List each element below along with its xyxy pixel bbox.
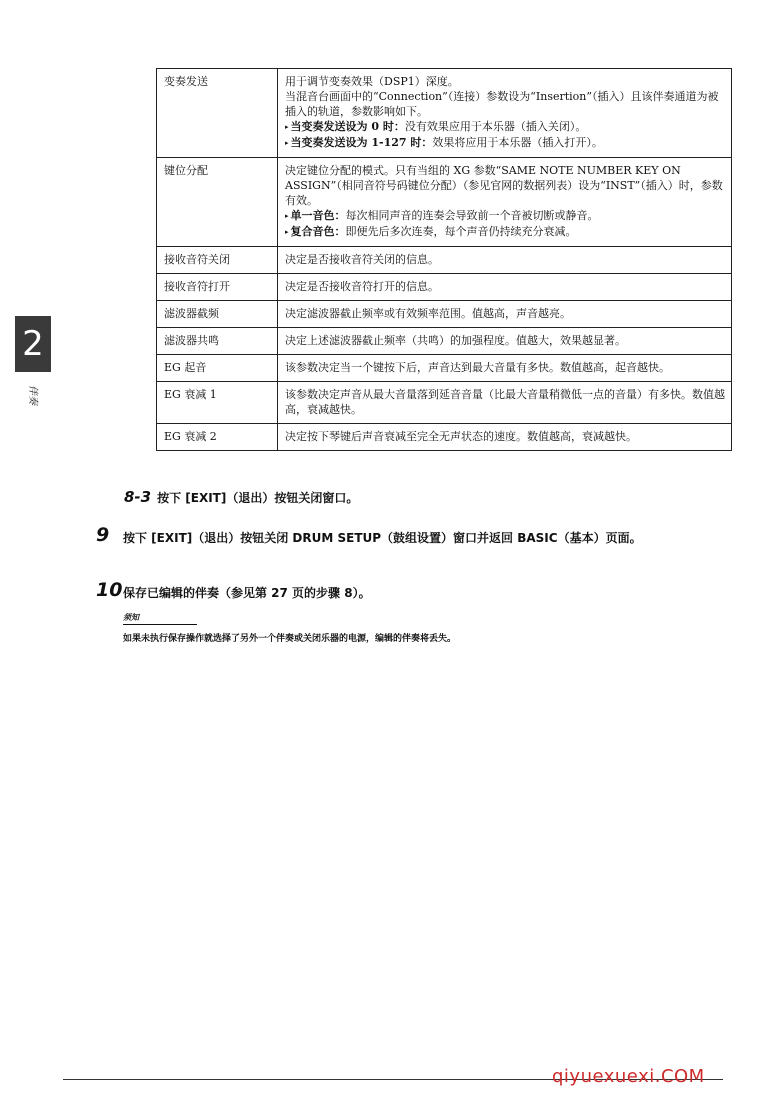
note-label: 须知 [123,612,197,625]
bullet-heading: 单一音色： [290,209,346,222]
table-row [157,382,732,424]
bullet-item [285,224,725,240]
param-name: EG 衰减 2 [157,424,278,451]
bullet-icon: ▸ [285,139,289,147]
table-row [157,247,732,274]
step-9 [96,524,726,546]
bullet-item [285,119,725,135]
description-line: 该参数决定声音从最大音量落到延音音量（比最大音量稍微低一点的音量）有多快。数值越高，衰减越快。 [285,388,725,416]
table-row [157,355,732,382]
bullet-icon: ▸ [285,123,289,131]
bullet-text: 效果将应用于本乐器（插入打开）。 [432,136,603,149]
param-name: 滤波器截频 [157,301,278,328]
parameter-table [156,68,732,451]
step-10 [96,579,726,601]
bullet-heading: 当变奏发送设为 0 时： [290,120,405,133]
table-row [157,158,732,247]
param-description [278,69,732,158]
param-name: 键位分配 [157,158,278,247]
table-row [157,274,732,301]
description-line: 决定是否接收音符打开的信息。 [285,280,439,293]
bullet-text: 没有效果应用于本乐器（插入关闭）。 [404,120,587,133]
param-description [278,424,732,451]
watermark: qiyuexuexi.COM [552,1066,705,1087]
bullet-text: 每次相同声音的连奏会导致前一个音被切断或静音。 [345,209,599,222]
step-text: 按下 [EXIT]（退出）按钮关闭 DRUM SETUP（鼓组设置）窗口并返回 BASIC（基本）页面。 [123,531,642,545]
note-text: 如果未执行保存操作就选择了另外一个伴奏或关闭乐器的电源，编辑的伴奏将丢失。 [123,634,457,644]
description-line: 决定滤波器截止频率或有效频率范围。值越高，声音越亮。 [285,307,571,320]
description-line: 用于调节变奏效果（DSP1）深度。 [285,75,459,88]
param-name: 接收音符关闭 [157,247,278,274]
chapter-label: 伴奏 [27,385,38,405]
step-8-3 [124,488,724,507]
bullet-item [285,208,725,224]
table-row [157,424,732,451]
bullet-icon: ▸ [285,228,289,236]
param-description [278,247,732,274]
param-name: EG 起音 [157,355,278,382]
description-line: 决定键位分配的模式。只有当组的 XG 参数“SAME NOTE NUMBER KEY ON ASSIGN”（相同音符号码键位分配）（参见官网的数据列表）设为“INST”（插入）时，参数有效。 [285,164,723,207]
bullet-icon: ▸ [285,212,289,220]
param-description [278,382,732,424]
description-line: 决定按下琴键后声音衰减至完全无声状态的速度。数值越高，衰减越快。 [285,430,637,443]
description-line: 该参数决定当一个键按下后，声音达到最大音量有多快。数值越高，起音越快。 [285,361,670,374]
bullet-item [285,135,725,151]
step-number: 10 [96,579,123,601]
bullet-heading: 复合音色： [290,225,346,238]
step-number: 8-3 [124,488,152,506]
step-text: 按下 [EXIT]（退出）按钮关闭窗口。 [157,491,359,505]
bullet-heading: 当变奏发送设为 1-127 时： [290,136,433,149]
param-description [278,355,732,382]
param-name: 变奏发送 [157,69,278,158]
chapter-tab: 2 [15,316,51,372]
param-name: 滤波器共鸣 [157,328,278,355]
table-row [157,301,732,328]
param-description [278,158,732,247]
param-name: EG 衰减 1 [157,382,278,424]
table-row [157,328,732,355]
description-line: 当混音台画面中的“Connection”（连接）参数设为“Insertion”（插入）且该伴奏通道为被插入的轨道，参数影响如下。 [285,90,719,118]
description-line: 决定上述滤波器截止频率（共鸣）的加强程度。值越大，效果越显著。 [285,334,626,347]
param-description [278,328,732,355]
param-description [278,274,732,301]
bullet-text: 即便先后多次连奏，每个声音仍持续充分衰减。 [345,225,577,238]
param-description [278,301,732,328]
param-name: 接收音符打开 [157,274,278,301]
description-line: 决定是否接收音符关闭的信息。 [285,253,439,266]
table-row [157,69,732,158]
step-number: 9 [96,524,110,546]
step-text: 保存已编辑的伴奏（参见第 27 页的步骤 8）。 [123,586,371,600]
